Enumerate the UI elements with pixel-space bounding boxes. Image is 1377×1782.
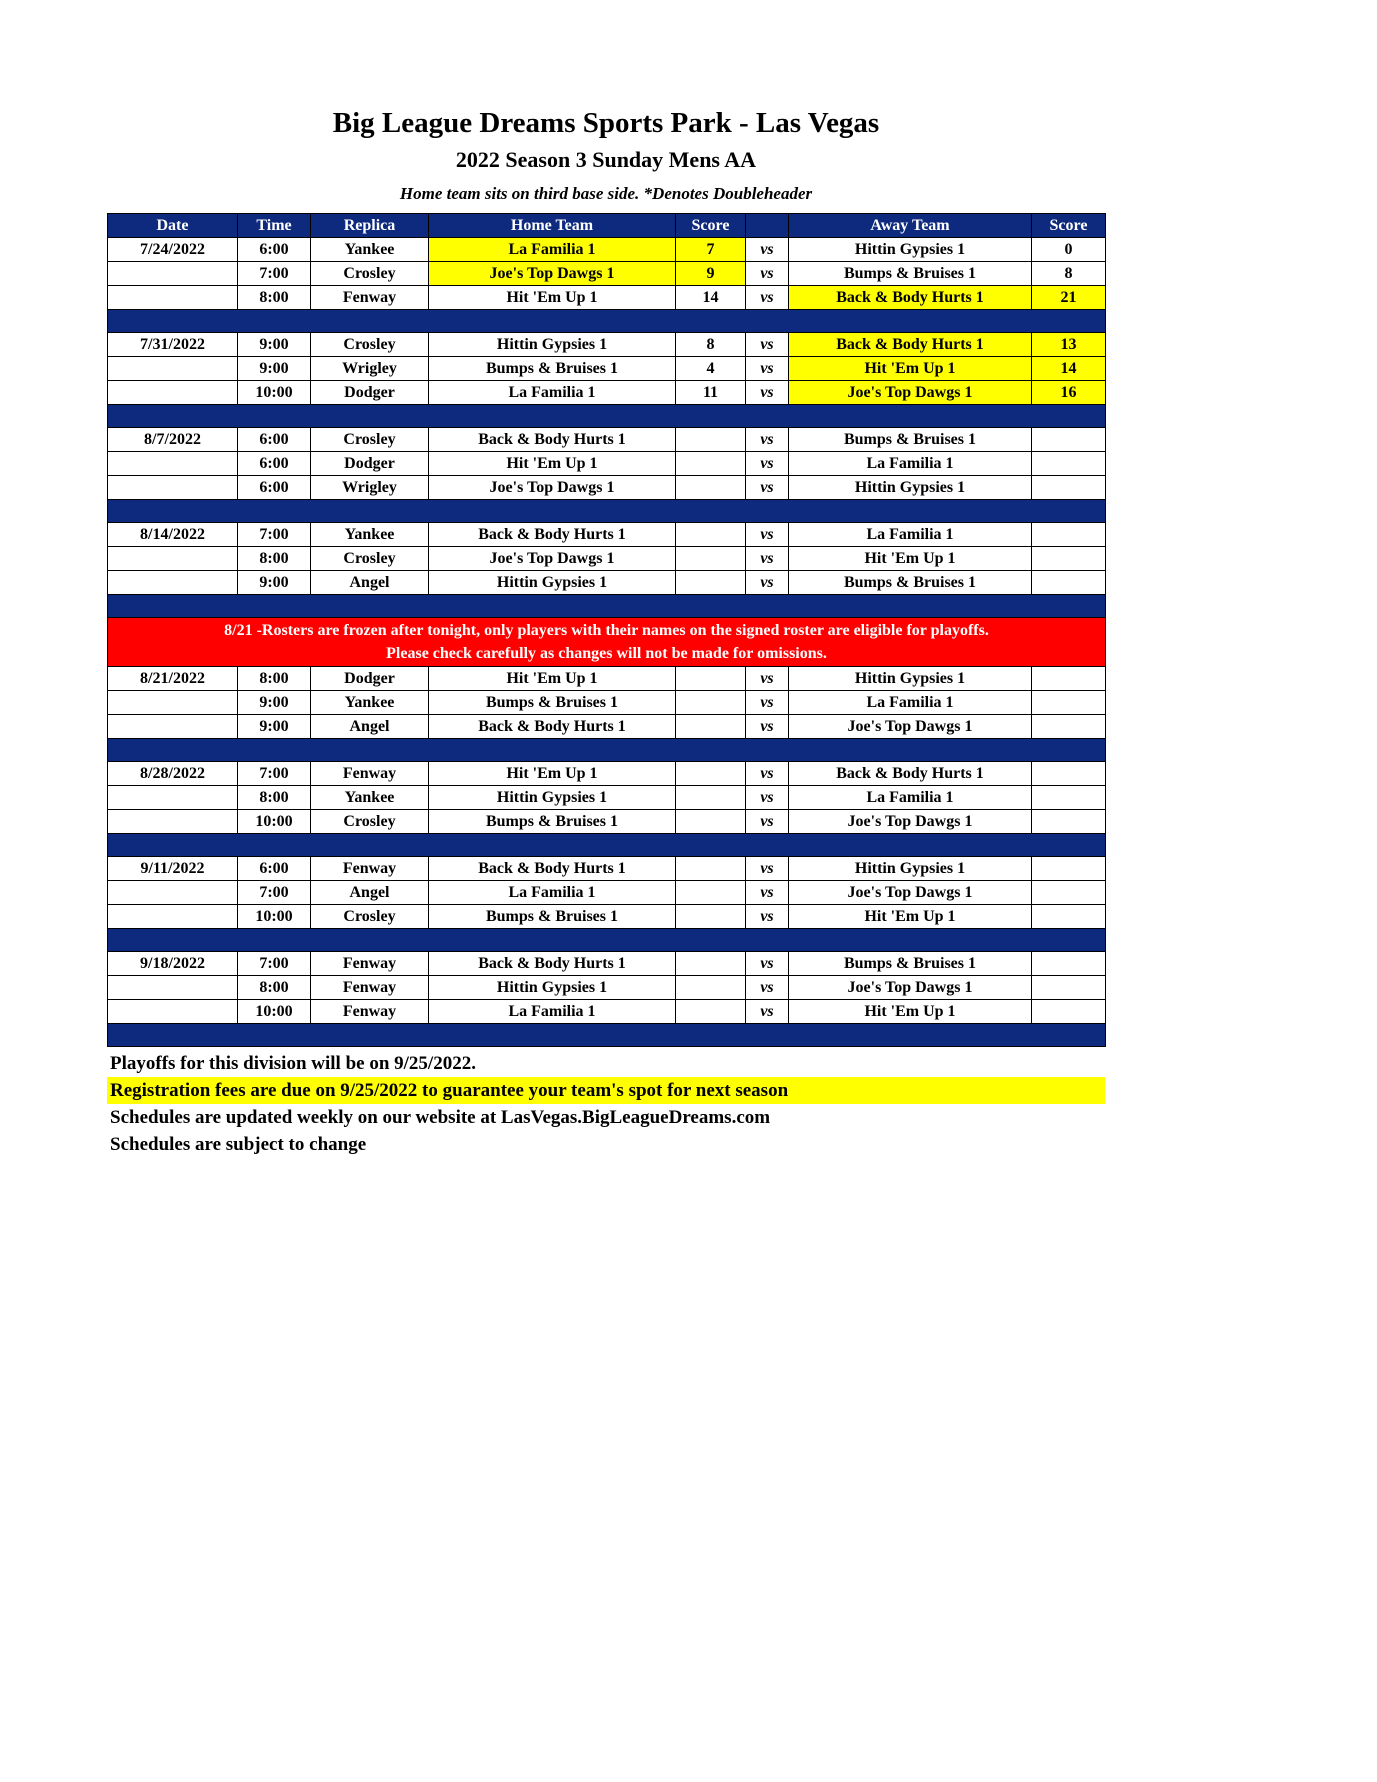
home-score-cell	[676, 451, 746, 475]
date-cell	[108, 380, 238, 404]
away-team-cell: Joe's Top Dawgs 1	[789, 975, 1032, 999]
home-team-cell: Bumps & Bruises 1	[429, 356, 676, 380]
game-row	[108, 570, 1106, 594]
home-score-cell	[676, 856, 746, 880]
home-team-cell: Joe's Top Dawgs 1	[429, 475, 676, 499]
home-team-cell: Joe's Top Dawgs 1	[429, 261, 676, 285]
replica-cell: Dodger	[311, 451, 429, 475]
vs-cell: vs	[746, 570, 789, 594]
home-team-cell: Joe's Top Dawgs 1	[429, 546, 676, 570]
vs-cell: vs	[746, 880, 789, 904]
away-team-cell: La Familia 1	[789, 690, 1032, 714]
time-cell: 7:00	[238, 761, 311, 785]
home-score-cell: 8	[676, 332, 746, 356]
vs-cell: vs	[746, 666, 789, 690]
home-team-cell: Hittin Gypsies 1	[429, 785, 676, 809]
home-team-note: Home team sits on third base side. *Denotes Doubleheader	[399, 183, 813, 203]
home-score-cell	[676, 666, 746, 690]
home-team-cell: Hit 'Em Up 1	[429, 761, 676, 785]
replica-cell: Crosley	[311, 332, 429, 356]
vs-cell: vs	[746, 904, 789, 928]
home-team-cell: Back & Body Hurts 1	[429, 856, 676, 880]
replica-cell: Crosley	[311, 809, 429, 833]
replica-cell: Fenway	[311, 999, 429, 1023]
roster-freeze-banner-row	[108, 617, 1106, 666]
date-cell	[108, 999, 238, 1023]
replica-cell: Fenway	[311, 951, 429, 975]
away-team-cell: Hit 'Em Up 1	[789, 999, 1032, 1023]
home-team-cell: Hit 'Em Up 1	[429, 285, 676, 309]
home-score-cell	[676, 999, 746, 1023]
away-team-cell: Hit 'Em Up 1	[789, 904, 1032, 928]
vs-cell: vs	[746, 951, 789, 975]
home-team-cell: La Familia 1	[429, 237, 676, 261]
vs-cell: vs	[746, 809, 789, 833]
vs-cell: vs	[746, 856, 789, 880]
away-score-cell	[1032, 809, 1106, 833]
replica-cell: Fenway	[311, 856, 429, 880]
vs-cell: vs	[746, 356, 789, 380]
away-score-cell	[1032, 975, 1106, 999]
vs-cell: vs	[746, 761, 789, 785]
time-cell: 8:00	[238, 546, 311, 570]
replica-cell: Crosley	[311, 546, 429, 570]
away-score-cell: 21	[1032, 285, 1106, 309]
away-score-cell	[1032, 761, 1106, 785]
date-cell	[108, 475, 238, 499]
away-team-cell: Hittin Gypsies 1	[789, 666, 1032, 690]
time-cell: 9:00	[238, 570, 311, 594]
away-score-cell	[1032, 690, 1106, 714]
away-team-cell: La Familia 1	[789, 785, 1032, 809]
date-cell	[108, 809, 238, 833]
game-row	[108, 237, 1106, 261]
away-score-cell	[1032, 880, 1106, 904]
away-score-cell	[1032, 666, 1106, 690]
game-row	[108, 951, 1106, 975]
home-score-cell	[676, 761, 746, 785]
away-team-cell: Back & Body Hurts 1	[789, 332, 1032, 356]
time-cell: 6:00	[238, 475, 311, 499]
website-note: Schedules are updated weekly on our website at LasVegas.BigLeagueDreams.com	[110, 1106, 771, 1128]
replica-cell: Fenway	[311, 975, 429, 999]
registration-note: Registration fees are due on 9/25/2022 to guarantee your team's spot for next season	[107, 1077, 1105, 1104]
time-cell: 9:00	[238, 356, 311, 380]
date-cell: 9/11/2022	[108, 856, 238, 880]
away-score-cell	[1032, 999, 1106, 1023]
away-team-cell: Back & Body Hurts 1	[789, 761, 1032, 785]
game-row	[108, 856, 1106, 880]
home-score-cell	[676, 714, 746, 738]
replica-cell: Yankee	[311, 690, 429, 714]
game-row	[108, 761, 1106, 785]
separator-bar	[108, 1023, 1106, 1046]
banner-line-2: Please check carefully as changes will not be made for omissions.	[386, 644, 827, 662]
game-row	[108, 380, 1106, 404]
schedule-content	[107, 108, 1105, 1158]
replica-cell: Dodger	[311, 666, 429, 690]
date-cell	[108, 785, 238, 809]
game-row	[108, 714, 1106, 738]
game-row	[108, 809, 1106, 833]
away-team-cell: La Familia 1	[789, 522, 1032, 546]
away-score-cell	[1032, 785, 1106, 809]
time-cell: 6:00	[238, 427, 311, 451]
away-score-cell	[1032, 451, 1106, 475]
roster-freeze-banner	[108, 617, 1106, 666]
replica-cell: Yankee	[311, 785, 429, 809]
vs-cell: vs	[746, 975, 789, 999]
game-row	[108, 475, 1106, 499]
date-cell: 7/24/2022	[108, 237, 238, 261]
date-cell	[108, 285, 238, 309]
game-row	[108, 356, 1106, 380]
time-cell: 8:00	[238, 785, 311, 809]
away-team-cell: Hit 'Em Up 1	[789, 546, 1032, 570]
page-subtitle: 2022 Season 3 Sunday Mens AA	[455, 146, 757, 172]
home-score-cell: 9	[676, 261, 746, 285]
separator-row	[108, 1023, 1106, 1046]
time-cell: 7:00	[238, 880, 311, 904]
away-score-cell	[1032, 951, 1106, 975]
time-cell: 10:00	[238, 904, 311, 928]
away-team-cell: Hittin Gypsies 1	[789, 475, 1032, 499]
home-score-cell	[676, 785, 746, 809]
home-team-cell: Back & Body Hurts 1	[429, 951, 676, 975]
home-team-cell: Hit 'Em Up 1	[429, 666, 676, 690]
home-team-cell: Bumps & Bruises 1	[429, 690, 676, 714]
away-score-cell	[1032, 522, 1106, 546]
separator-row	[108, 499, 1106, 522]
vs-cell: vs	[746, 785, 789, 809]
date-cell	[108, 570, 238, 594]
page-title: Big League Dreams Sports Park - Las Vegas	[332, 107, 880, 139]
date-cell: 8/21/2022	[108, 666, 238, 690]
separator-row	[108, 404, 1106, 427]
away-score-cell	[1032, 714, 1106, 738]
date-cell	[108, 975, 238, 999]
separator-bar	[108, 499, 1106, 522]
replica-cell: Wrigley	[311, 475, 429, 499]
away-team-cell: Bumps & Bruises 1	[789, 951, 1032, 975]
date-cell: 9/18/2022	[108, 951, 238, 975]
home-score-cell	[676, 975, 746, 999]
away-team-cell: Back & Body Hurts 1	[789, 285, 1032, 309]
home-score-cell	[676, 570, 746, 594]
game-row	[108, 904, 1106, 928]
replica-cell: Crosley	[311, 427, 429, 451]
game-row	[108, 285, 1106, 309]
home-team-cell: La Familia 1	[429, 880, 676, 904]
game-row	[108, 522, 1106, 546]
game-row	[108, 451, 1106, 475]
away-team-cell: Joe's Top Dawgs 1	[789, 714, 1032, 738]
separator-row	[108, 309, 1106, 332]
header-away-score: Score	[1032, 213, 1106, 237]
home-score-cell: 7	[676, 237, 746, 261]
home-score-cell	[676, 951, 746, 975]
replica-cell: Crosley	[311, 261, 429, 285]
home-score-cell: 14	[676, 285, 746, 309]
vs-cell: vs	[746, 522, 789, 546]
separator-row	[108, 833, 1106, 856]
banner-line-1: 8/21 -Rosters are frozen after tonight, only players with their names on the signed roster are eligible for playoffs.	[224, 621, 989, 639]
home-team-cell: Back & Body Hurts 1	[429, 522, 676, 546]
vs-cell: vs	[746, 261, 789, 285]
time-cell: 9:00	[238, 690, 311, 714]
footer-notes	[107, 1050, 1105, 1158]
replica-cell: Fenway	[311, 761, 429, 785]
replica-cell: Wrigley	[311, 356, 429, 380]
date-cell	[108, 714, 238, 738]
game-row	[108, 975, 1106, 999]
home-team-cell: Hittin Gypsies 1	[429, 570, 676, 594]
time-cell: 8:00	[238, 666, 311, 690]
vs-cell: vs	[746, 451, 789, 475]
replica-cell: Angel	[311, 880, 429, 904]
separator-row	[108, 928, 1106, 951]
home-score-cell	[676, 880, 746, 904]
time-cell: 8:00	[238, 975, 311, 999]
header-replica: Replica	[311, 213, 429, 237]
replica-cell: Dodger	[311, 380, 429, 404]
time-cell: 9:00	[238, 332, 311, 356]
date-cell	[108, 546, 238, 570]
vs-cell: vs	[746, 546, 789, 570]
time-cell: 6:00	[238, 237, 311, 261]
away-team-cell: Hittin Gypsies 1	[789, 856, 1032, 880]
time-cell: 7:00	[238, 261, 311, 285]
separator-bar	[108, 594, 1106, 617]
home-score-cell	[676, 904, 746, 928]
time-cell: 7:00	[238, 951, 311, 975]
separator-bar	[108, 833, 1106, 856]
subject-to-change-note: Schedules are subject to change	[110, 1133, 367, 1155]
home-team-cell: La Familia 1	[429, 999, 676, 1023]
separator-bar	[108, 928, 1106, 951]
away-team-cell: Hit 'Em Up 1	[789, 356, 1032, 380]
home-team-cell: Bumps & Bruises 1	[429, 809, 676, 833]
game-row	[108, 427, 1106, 451]
game-row	[108, 666, 1106, 690]
away-score-cell	[1032, 904, 1106, 928]
home-team-cell: Bumps & Bruises 1	[429, 904, 676, 928]
time-cell: 9:00	[238, 714, 311, 738]
vs-cell: vs	[746, 999, 789, 1023]
time-cell: 10:00	[238, 809, 311, 833]
date-cell: 7/31/2022	[108, 332, 238, 356]
away-team-cell: Bumps & Bruises 1	[789, 570, 1032, 594]
away-score-cell	[1032, 856, 1106, 880]
vs-cell: vs	[746, 475, 789, 499]
vs-cell: vs	[746, 690, 789, 714]
home-score-cell: 4	[676, 356, 746, 380]
date-cell	[108, 356, 238, 380]
header-date: Date	[108, 213, 238, 237]
away-score-cell: 16	[1032, 380, 1106, 404]
away-score-cell: 13	[1032, 332, 1106, 356]
playoffs-note: Playoffs for this division will be on 9/25/2022.	[110, 1052, 476, 1074]
home-team-cell: Back & Body Hurts 1	[429, 714, 676, 738]
away-score-cell	[1032, 475, 1106, 499]
game-row	[108, 332, 1106, 356]
date-cell: 8/14/2022	[108, 522, 238, 546]
date-cell: 8/7/2022	[108, 427, 238, 451]
home-score-cell	[676, 546, 746, 570]
date-cell	[108, 880, 238, 904]
header-away-team: Away Team	[789, 213, 1032, 237]
game-row	[108, 261, 1106, 285]
date-cell	[108, 904, 238, 928]
home-team-cell: La Familia 1	[429, 380, 676, 404]
separator-bar	[108, 404, 1106, 427]
home-score-cell	[676, 809, 746, 833]
separator-row	[108, 738, 1106, 761]
date-cell: 8/28/2022	[108, 761, 238, 785]
time-cell: 10:00	[238, 999, 311, 1023]
home-score-cell	[676, 522, 746, 546]
header-home-team: Home Team	[429, 213, 676, 237]
replica-cell: Crosley	[311, 904, 429, 928]
away-team-cell: La Familia 1	[789, 451, 1032, 475]
date-cell	[108, 690, 238, 714]
away-score-cell: 0	[1032, 237, 1106, 261]
date-cell	[108, 451, 238, 475]
replica-cell: Fenway	[311, 285, 429, 309]
home-team-cell: Back & Body Hurts 1	[429, 427, 676, 451]
separator-bar	[108, 738, 1106, 761]
home-team-cell: Hit 'Em Up 1	[429, 451, 676, 475]
away-score-cell	[1032, 546, 1106, 570]
game-row	[108, 785, 1106, 809]
away-score-cell	[1032, 570, 1106, 594]
time-cell: 6:00	[238, 856, 311, 880]
replica-cell: Yankee	[311, 237, 429, 261]
away-score-cell	[1032, 427, 1106, 451]
game-row	[108, 880, 1106, 904]
time-cell: 10:00	[238, 380, 311, 404]
home-score-cell	[676, 690, 746, 714]
away-team-cell: Joe's Top Dawgs 1	[789, 880, 1032, 904]
away-team-cell: Joe's Top Dawgs 1	[789, 380, 1032, 404]
table-header-row	[108, 213, 1106, 237]
home-score-cell: 11	[676, 380, 746, 404]
vs-cell: vs	[746, 427, 789, 451]
away-team-cell: Joe's Top Dawgs 1	[789, 809, 1032, 833]
time-cell: 6:00	[238, 451, 311, 475]
away-team-cell: Hittin Gypsies 1	[789, 237, 1032, 261]
game-row	[108, 690, 1106, 714]
game-row	[108, 999, 1106, 1023]
home-team-cell: Hittin Gypsies 1	[429, 332, 676, 356]
away-score-cell: 8	[1032, 261, 1106, 285]
header-home-score: Score	[676, 213, 746, 237]
vs-cell: vs	[746, 714, 789, 738]
vs-cell: vs	[746, 237, 789, 261]
separator-row	[108, 594, 1106, 617]
game-row	[108, 546, 1106, 570]
header-vs-spacer	[746, 213, 789, 237]
time-cell: 8:00	[238, 285, 311, 309]
separator-bar	[108, 309, 1106, 332]
home-score-cell	[676, 427, 746, 451]
away-score-cell: 14	[1032, 356, 1106, 380]
home-team-cell: Hittin Gypsies 1	[429, 975, 676, 999]
replica-cell: Angel	[311, 714, 429, 738]
vs-cell: vs	[746, 332, 789, 356]
time-cell: 7:00	[238, 522, 311, 546]
date-cell	[108, 261, 238, 285]
vs-cell: vs	[746, 285, 789, 309]
away-team-cell: Bumps & Bruises 1	[789, 427, 1032, 451]
schedule-table	[107, 213, 1106, 1047]
vs-cell: vs	[746, 380, 789, 404]
replica-cell: Angel	[311, 570, 429, 594]
header-time: Time	[238, 213, 311, 237]
replica-cell: Yankee	[311, 522, 429, 546]
away-team-cell: Bumps & Bruises 1	[789, 261, 1032, 285]
home-score-cell	[676, 475, 746, 499]
